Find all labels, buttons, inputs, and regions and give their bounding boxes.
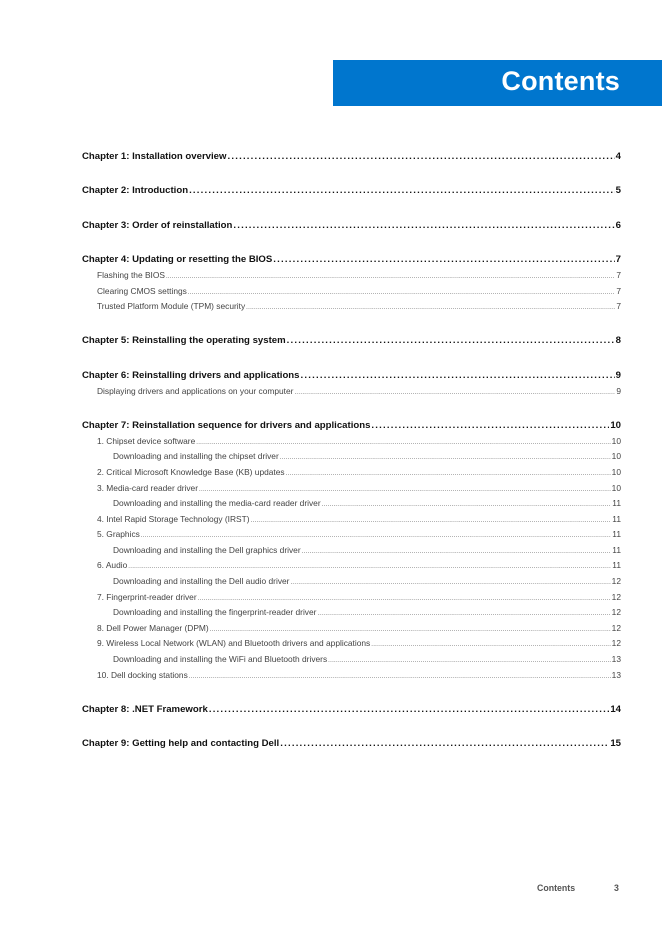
toc-entry-page: 7 <box>616 301 621 312</box>
dot-leader <box>290 580 610 586</box>
toc-entry-label: Downloading and installing the WiFi and Bluetooth drivers <box>113 654 328 665</box>
dot-leader <box>246 305 615 311</box>
dot-leader <box>196 440 610 446</box>
dot-leader <box>166 274 615 280</box>
toc-section-entry[interactable] <box>82 529 621 545</box>
toc-entry-page: 11 <box>612 544 621 555</box>
toc-entry-label: Downloading and installing the fingerprint-reader driver <box>113 607 317 618</box>
dot-leader <box>128 564 611 570</box>
toc-entry-page: 7 <box>616 285 621 296</box>
toc-chapter-entry[interactable] <box>82 335 621 351</box>
page-title: Contents <box>501 66 620 96</box>
toc-entry-label: 3. Media-card reader driver <box>97 482 199 493</box>
toc-entry-label: 6. Audio <box>97 560 128 571</box>
dot-leader <box>199 487 611 493</box>
dot-leader <box>210 627 611 633</box>
toc-entry-page: 4 <box>615 151 621 162</box>
footer-page-number: 3 <box>614 883 619 893</box>
toc-entry-page: 9 <box>616 385 621 396</box>
dot-leader <box>251 518 612 524</box>
toc-entry-page: 11 <box>612 513 621 524</box>
toc-chapter-group <box>82 420 621 686</box>
toc-section-entry[interactable] <box>82 386 621 402</box>
contents-banner <box>333 60 662 106</box>
footer-section: Contents <box>537 883 576 893</box>
toc-entry-page: 10 <box>611 451 621 462</box>
toc-entry-label: Chapter 6: Reinstalling drivers and applications <box>82 369 300 381</box>
dot-leader <box>302 549 612 555</box>
dot-leader <box>209 704 610 715</box>
toc-entry-page: 12 <box>611 622 621 633</box>
dot-leader <box>280 455 611 461</box>
toc-entry-page: 13 <box>611 669 621 680</box>
dot-leader <box>371 642 610 648</box>
toc-entry-page: 10 <box>610 419 621 431</box>
toc-entry-page: 5 <box>615 185 621 197</box>
toc-entry-label: Chapter 4: Updating or resetting the BIOS <box>82 254 273 266</box>
toc-chapter-entry[interactable] <box>82 185 621 201</box>
toc-section-entry[interactable] <box>82 301 621 317</box>
toc-section-entry[interactable] <box>82 560 621 576</box>
toc-section-entry[interactable] <box>82 654 621 670</box>
toc-chapter-entry[interactable] <box>82 704 621 720</box>
toc-entry-label: Trusted Platform Module (TPM) security <box>97 301 246 312</box>
toc-entry-label: Downloading and installing the media-card reader driver <box>113 498 321 509</box>
toc-entry-label: 1. Chipset device software <box>97 435 196 446</box>
toc-entry-label: Chapter 1: Installation overview <box>82 151 227 162</box>
toc-section-entry[interactable] <box>82 467 621 483</box>
toc-chapter-entry[interactable] <box>82 420 621 436</box>
toc-section-entry[interactable] <box>82 607 621 623</box>
dot-leader <box>280 738 609 749</box>
toc-section-entry[interactable] <box>82 545 621 561</box>
toc-entry-label: 8. Dell Power Manager (DPM) <box>97 622 209 633</box>
toc-section-entry[interactable] <box>82 638 621 654</box>
dot-leader <box>294 390 615 396</box>
toc-entry-page: 12 <box>611 638 621 649</box>
toc-chapter-entry[interactable] <box>82 370 621 386</box>
toc-entry-label: 10. Dell docking stations <box>97 669 188 680</box>
dot-leader <box>286 471 611 477</box>
toc-section-entry[interactable] <box>82 286 621 302</box>
toc-entry-label: Chapter 7: Reinstallation sequence for drivers and applications <box>82 419 371 431</box>
toc-section-entry[interactable] <box>82 483 621 499</box>
toc-entry-page: 14 <box>610 703 621 715</box>
toc-chapter-group <box>82 370 621 402</box>
toc-chapter-entry[interactable] <box>82 254 621 270</box>
toc-entry-label: Chapter 3: Order of reinstallation <box>82 219 233 231</box>
toc-entry-label: Chapter 8: .NET Framework <box>82 703 208 715</box>
dot-leader <box>233 220 614 231</box>
toc-entry-page: 7 <box>615 254 621 266</box>
toc-entry-label: 2. Critical Microsoft Knowledge Base (KB) updates <box>97 466 285 477</box>
toc-entry-label: Downloading and installing the Dell audio driver <box>113 576 290 587</box>
dot-leader <box>198 596 611 602</box>
toc-section-entry[interactable] <box>82 623 621 639</box>
table-of-contents <box>82 151 621 772</box>
toc-entry-label: Chapter 2: Introduction <box>82 185 189 197</box>
dot-leader <box>317 611 610 617</box>
dot-leader <box>371 420 609 431</box>
toc-entry-label: Flashing the BIOS <box>97 270 165 281</box>
toc-entry-label: Displaying drivers and applications on your computer <box>97 385 294 396</box>
toc-chapter-group <box>82 151 621 167</box>
dot-leader <box>287 335 615 346</box>
toc-entry-label: Clearing CMOS settings <box>97 285 187 296</box>
toc-section-entry[interactable] <box>82 436 621 452</box>
toc-entry-page: 11 <box>612 529 621 540</box>
toc-entry-page: 9 <box>615 369 621 381</box>
toc-entry-page: 13 <box>611 654 621 665</box>
toc-entry-label: Downloading and installing the Dell graphics driver <box>113 544 301 555</box>
toc-entry-label: Chapter 9: Getting help and contacting Dell <box>82 738 280 749</box>
dot-leader <box>328 658 611 664</box>
toc-entry-label: 5. Graphics <box>97 529 140 540</box>
dot-leader <box>301 370 615 381</box>
toc-entry-label: Downloading and installing the chipset driver <box>113 451 279 462</box>
toc-chapter-group <box>82 738 621 754</box>
toc-entry-page: 7 <box>616 270 621 281</box>
toc-chapter-group <box>82 185 621 201</box>
dot-leader <box>189 674 611 680</box>
toc-entry-page: 12 <box>611 607 621 618</box>
toc-chapter-group <box>82 704 621 720</box>
toc-entry-page: 8 <box>615 335 621 347</box>
toc-entry-page: 11 <box>612 560 621 571</box>
toc-entry-label: 4. Intel Rapid Storage Technology (IRST) <box>97 513 250 524</box>
dot-leader <box>322 502 612 508</box>
toc-entry-page: 11 <box>612 498 621 509</box>
toc-entry-page: 10 <box>611 482 621 493</box>
toc-chapter-group <box>82 220 621 236</box>
toc-entry-page: 12 <box>611 576 621 587</box>
dot-leader <box>141 533 611 539</box>
toc-chapter-entry[interactable] <box>82 738 621 754</box>
dot-leader <box>188 290 615 296</box>
toc-chapter-group <box>82 254 621 317</box>
toc-chapter-entry[interactable] <box>82 220 621 236</box>
toc-section-entry[interactable] <box>82 498 621 514</box>
toc-section-entry[interactable] <box>82 270 621 286</box>
toc-entry-page: 10 <box>611 435 621 446</box>
toc-section-entry[interactable] <box>82 576 621 592</box>
toc-entry-page: 10 <box>611 466 621 477</box>
toc-section-entry[interactable] <box>82 514 621 530</box>
toc-entry-label: 9. Wireless Local Network (WLAN) and Bluetooth drivers and applications <box>97 638 371 649</box>
toc-entry-label: 7. Fingerprint-reader driver <box>97 591 197 602</box>
dot-leader <box>273 254 614 265</box>
dot-leader <box>227 151 614 162</box>
toc-section-entry[interactable] <box>82 451 621 467</box>
toc-section-entry[interactable] <box>82 592 621 608</box>
toc-entry-label: Chapter 5: Reinstalling the operating system <box>82 335 286 347</box>
toc-chapter-entry[interactable] <box>82 151 621 167</box>
toc-chapter-group <box>82 335 621 351</box>
dot-leader <box>189 185 615 196</box>
toc-entry-page: 6 <box>615 219 621 231</box>
toc-entry-page: 15 <box>610 738 621 749</box>
toc-section-entry[interactable] <box>82 670 621 686</box>
toc-entry-page: 12 <box>611 591 621 602</box>
